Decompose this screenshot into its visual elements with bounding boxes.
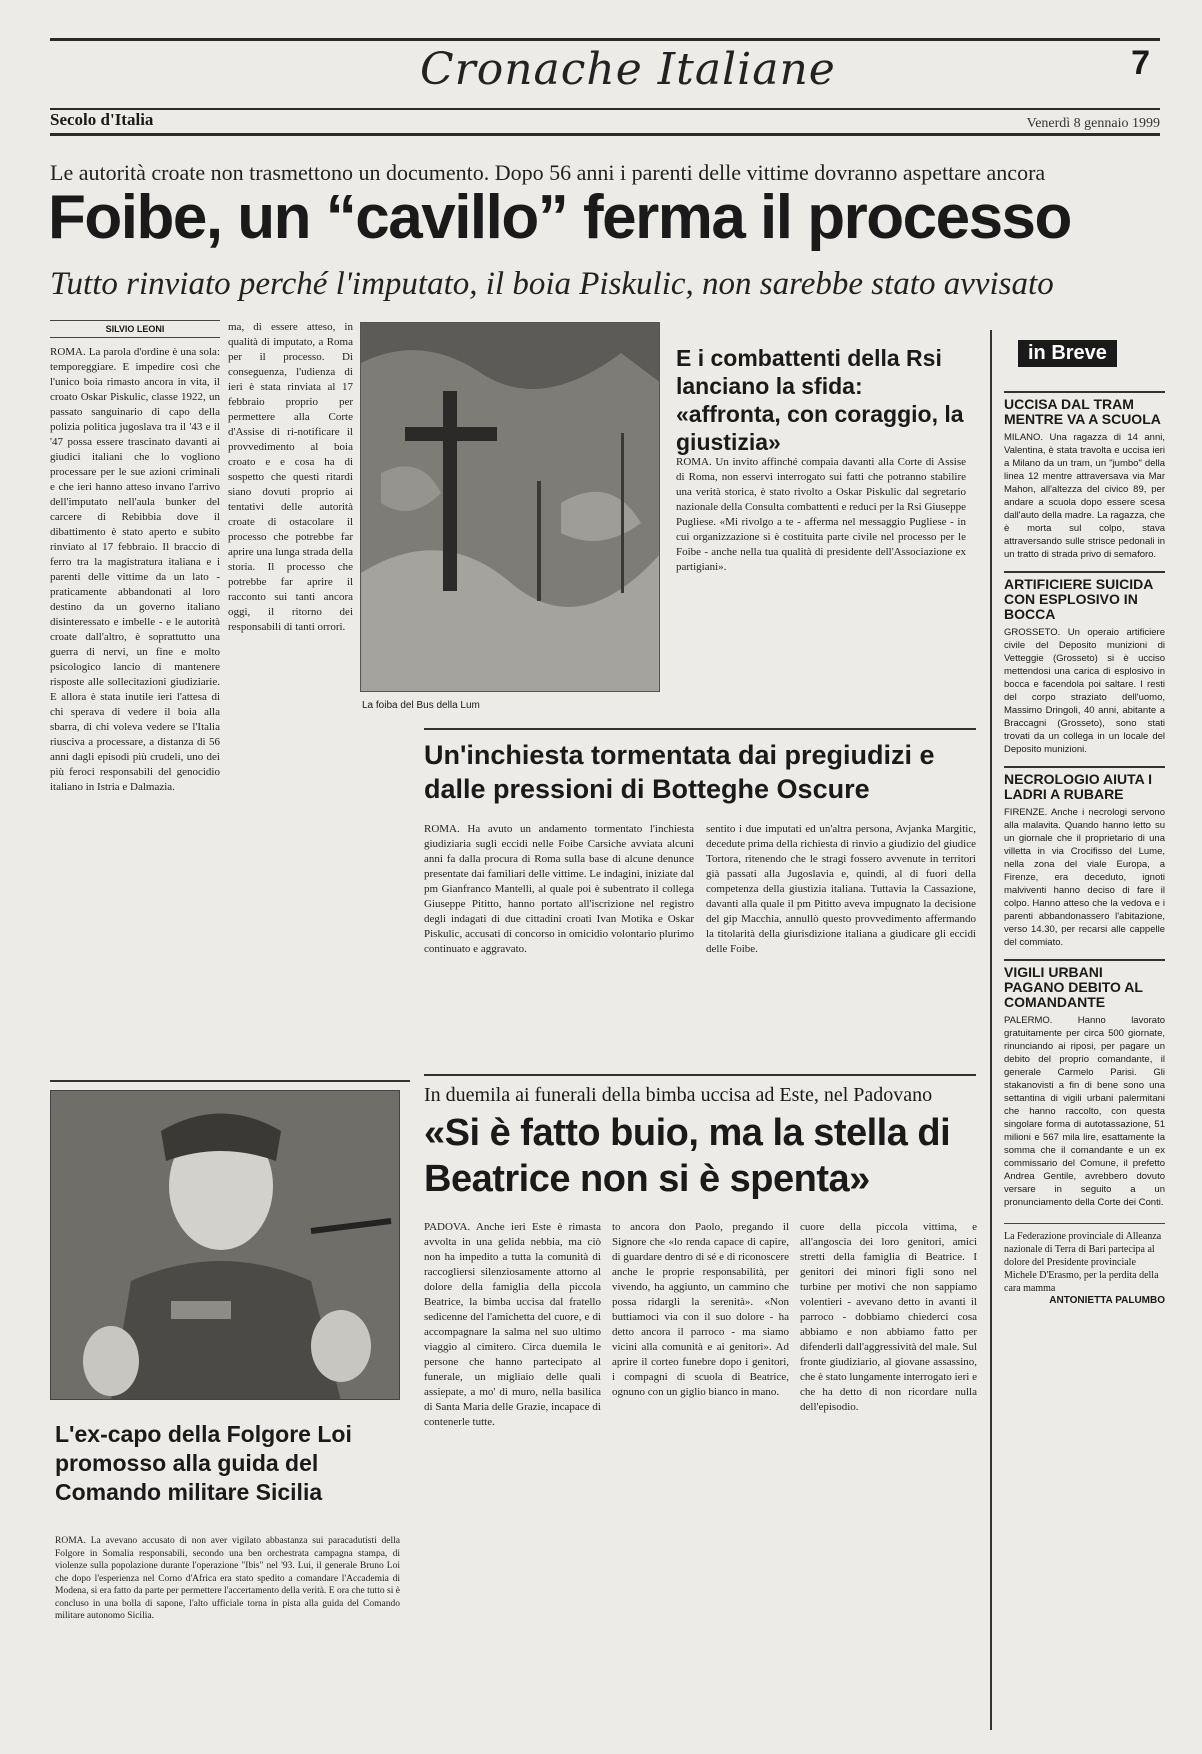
general-portrait-illustration	[51, 1091, 400, 1400]
paper-name: Secolo d'Italia	[50, 110, 154, 129]
issue-date: Venerdì 8 gennaio 1999	[1026, 116, 1160, 131]
brevi-item-title: UCCISA DAL TRAM MENTRE VA A SCUOLA	[1004, 391, 1165, 427]
main-subhead: Tutto rinviato perché l'imputato, il boia Piskulic, non sarebbe stato avvisato	[50, 266, 1054, 302]
inchiesta-body-right: sentito i due imputati ed un'altra persona, Avjanka Margitic, decedute prima della richiesta di rinvio a giudizio del giudice Tortora, ritenendo che le stragi fossero avvenute in territori già passati alla Jugoslavia e, quindi, al di fuori della competenza della giustizia italiana. Tuttavia la Cassazione, davanti alla quale il pm Pititto aveva impugnato la decisione del gip Macchia, annullò questo provvedimento affermando la titolarità della giurisdizione italiana a giudicare gli eccidi delle Foibe.	[706, 823, 976, 955]
loi-article-body: ROMA. La avevano accusato di non aver vigilato abbastanza sui paracadutisti della Folgore in Somalia responsabili, secondo una ben orchestrata campagna stampa, di violenze sulla popolazione durante l'operazione "Ibis" nel '93. Lui, il generale Bruno Loi che dopo l'esperienza nel Corno d'Africa era stato spedito a comandare l'Accademia di Modena, si era fatto da parte per permettere l'accertamento della verità. E ora che tutto si è concluso in una bolla di sapone, l'alto ufficiale torna in pista alla guida del Comando militare autonomo Sicilia.	[55, 1536, 400, 1621]
in-breve-sidebar	[990, 330, 1165, 1730]
inchiesta-article-title: Un'inchiesta tormentata dai pregiudizi e dalle pressioni di Botteghe Oscure	[424, 740, 935, 804]
masthead-rule-top	[50, 38, 1160, 41]
rsi-article-title: E i combattenti della Rsi lanciano la sfida: «affronta, con coraggio, la giustizia»	[676, 345, 964, 455]
foiba-cross-photo	[360, 322, 660, 692]
brevi-item-title: ARTIFICIERE SUICIDA CON ESPLOSIVO IN BOCCA	[1004, 571, 1165, 622]
beatrice-body-column-1: PADOVA. Anche ieri Este è rimasta avvolta in una gelida nebbia, ma ciò non ha impedito a tutta la comunità di raccogliersi silenziosamente attorno al dolore della famiglia della piccola Beatrice, la bimba uccisa dal fratello sedicenne del l'amichetta del cuore, e di accompagnare la salma nel suo ultimo viaggio al cimitero. Circa duemila le persone che hanno partecipato al funerale, un migliaio delle quali assiepate, a mo' di muro, nella basilica di Santa Maria delle Grazie, incapace di contenerle tutte.	[424, 1221, 601, 1428]
section-divider	[424, 728, 976, 730]
beatrice-kicker: In duemila ai funerali della bimba uccisa ad Este, nel Padovano	[424, 1084, 933, 1106]
brevi-item	[1004, 766, 1165, 949]
brevi-item-text: GROSSETO. Un operaio artificiere civile del Deposito munizioni di Vetteggie (Grosseto) si è ucciso mettendosi una carica di esplosivo in bocca e facendola poi saltare. I resti del corpo straziato dell'uomo, Massimo Dringoli, 40 anni, abitante a Braccagni (Grosseto), sono stati trovati da un collega in un locale del Deposito munizioni.	[1004, 627, 1165, 755]
section-divider	[424, 1074, 976, 1076]
rsi-article-body: ROMA. Un invito affinché compaia davanti alla Corte di Assise di Roma, non esservi interrogato sui fatti che potranno stabilire una verità storica, è stato rivolto a Oskar Piskulic dal segretario nazionale della Consulta combattenti e reduci per la Rsi Giuseppe Pugliese. «Mi rivolgo a te - afferma nel messaggio Pugliese - in cui organizzazione si è costituita parte civile nel processo per le Foibe - anche nella tua qualità di presidente dell'Associazione ex partigiani».	[676, 456, 966, 573]
main-headline: Foibe, un “cavillo” ferma il processo	[48, 183, 1071, 252]
byline: SILVIO LEONI	[50, 320, 220, 338]
main-body-column-2: ma, di essere atteso, in qualità di imputato, a Roma per il processo. Di conseguenza, l'udienza di ieri è stata rinviata al 17 febbraio proprio per permettere alla Corte d'Assise di ri-notificare il provvedimento al boia croato e e cosa ha di sospetto che questi ritardi siano dovuti proprio ai tentativi delle autorità croate di ostacolare il processo che potrebbe far aprire una lunga strada della storia. Il processo che potrebbe far aprire il racconto sui tanti ancora oggi, il ritorno dei responsabili di tanti orrori.	[228, 321, 353, 633]
brevi-item-title: VIGILI URBANI PAGANO DEBITO AL COMANDANTE	[1004, 959, 1165, 1010]
main-kicker: Le autorità croate non trasmettono un documento. Dopo 56 anni i parenti delle vittime dovranno aspettare ancora	[50, 160, 1046, 185]
cross-illustration	[361, 323, 660, 692]
masthead-rule-bottom	[50, 133, 1160, 136]
brevi-item-title: NECROLOGIO AIUTA I LADRI A RUBARE	[1004, 766, 1165, 802]
masthead	[50, 30, 1160, 145]
brevi-item-text: PALERMO. Hanno lavorato gratuitamente per circa 500 giornate, rinunciando ai riposi, per pagare un debito del proprio comandante, il generale Carmelo Parisi. Gli stakanovisti a fin di bene sono una settantina di vigili urbani palermitani che hanno raccolto, con questa singolare forma di autotassazione, 51 milioni e 567 mila lire, esattamente la somma che il comandante e un ex commissario del Comune, il prefetto Andrea Gentile, avrebbero dovuto versare in seguito a un pronunciamento della Corte dei Conti.	[1004, 1015, 1165, 1208]
in-breve-label: in Breve	[1018, 340, 1117, 367]
loi-article-title: L'ex-capo della Folgore Loi promosso alla guida del Comando militare Sicilia	[55, 1421, 352, 1505]
beatrice-body-column-3: cuore della piccola vittima, e all'angoscia dei loro genitori, amici stretti della famiglia di Beatrice. I genitori dei minori figli sono nel turbine per motivi che non sappiamo volentieri - avevano detto in avanti il parroco - dobbiamo chiederci cosa abbiamo e non abbiamo fatto per difenderli dall'aggressività del male. Sul fronte giudiziario, al giovane assassino, che è stato lungamente interrogato ieri e che ha detto di non ricordare nulla dell'episodio.	[800, 1221, 977, 1413]
page-number: 7	[1131, 44, 1150, 82]
photo-caption: La foiba del Bus della Lum	[362, 700, 480, 711]
beatrice-article-title: «Si è fatto buio, ma la stella di Beatrice non si è spenta»	[424, 1112, 951, 1200]
condolence-notice: La Federazione provinciale di Alleanza nazionale di Terra di Bari partecipa al dolore del Presidente provinciale Michele D'Erasmo, per la perdita della cara mamma	[1004, 1223, 1165, 1295]
section-divider	[50, 1080, 410, 1082]
section-title: Cronache Italiane	[420, 44, 836, 95]
masthead-rule-mid	[50, 108, 1160, 110]
general-loi-photo	[50, 1090, 400, 1400]
inchiesta-body-left: ROMA. Ha avuto un andamento tormentato l'inchiesta giudiziaria sugli eccidi nelle Foibe Carsiche avviata alcuni anni fa dalla procura di Roma sulla base di alcune denunce presentate dai familiari delle vittime. Le indagini, iniziate dal pm Gianfranco Mantelli, al quale poi è subentrato il collega Giuseppe Pititto, hanno portato all'iscrizione nel registro degli indagati di due cittadini croati Ivan Motika e Oskar Piskulic, accusati di concorso in omicidio volontario plurimo continuato e aggravato.	[424, 823, 694, 955]
main-body-column-1: ROMA. La parola d'ordine è una sola: temporeggiare. E impedire così che l'unico boia rimasto ancora in vita, il croato Oskar Piskulic, classe 1922, un passato sanguinario di capo della polizia politica jugoslava tra il '43 e il '47 possa essere trascinato davanti ai giudici italiani che lo vogliono processare per le sue azioni criminali e che ieri hanno atteso invano l'arrivo dell'imputato nell'aula bunker del carcere di Rebibbia dove il dibattimento è stato aperto e subito rinviato al 17 febbraio. Il braccio di ferro tra la magistratura italiana e i parenti delle vittime da un lato - praticamente abbandonati al loro destino da un governo italiano disinteressato e imbelle - e le autorità croate dall'altro, è soprattutto una guerra di nervi, un fine e molto psicologico lancio di mantenere risposte alle sollecitazioni giudiziarie. E allora è stata inutile ieri l'attesa di chi sperava di vedere il boia alla sbarra, di chi voleva vedere se l'Italia riusciva a processare, a distanza di 56 anni dagli episodi più crudeli, uno dei più feroci responsabili del genocidio italiano in Istria e Dalmazia.	[50, 346, 220, 793]
brevi-item	[1004, 391, 1165, 561]
brevi-item-text: MILANO. Una ragazza di 14 anni, Valentina, è stata travolta e uccisa ieri a Milano da un tram, un "jumbo" della linea 12 mentre attraversava via Mar Mahon, all'altezza del civico 89, per andare a scuola dopo essere scesa dall'auto della madre. La ragazza, che è morta sul colpo, stava attraversando sulle strisce pedonali in un tratto di strada privo di semaforo.	[1004, 432, 1165, 560]
brevi-item	[1004, 959, 1165, 1209]
brevi-item-text: FIRENZE. Anche i necrologi servono alla malavita. Quando hanno letto su un giornale che il proprietario di una villetta in via Crocifisso del Lume, nella zona del viale Europa, a Firenze, era deceduto, ignoti malviventi hanno deciso di fare il colpo. Hanno atteso che la vedova e i parenti abbandonassero l'abitazione, verso 14.30, per recarsi alle cappelle del commiato.	[1004, 807, 1165, 948]
brevi-item	[1004, 571, 1165, 756]
beatrice-body-column-2: to ancora don Paolo, pregando il Signore che «lo renda capace di capire, di guardare dentro di sé e di riconoscere anche le proprie responsabilità, per vivendo, ha aggiunto, un cammino che possa ridargli la serenità». «Non buttiamoci via con il suo dolore - ha detto ancora il parroco - ma siamo vicini alla comunità e ai genitori». Ad aprire il corteo funebre dopo i genitori, i compagni di scuola di Beatrice, ognuno con un giglio bianco in mano.	[612, 1221, 789, 1398]
condolence-name: ANTONIETTA PALUMBO	[1049, 1295, 1165, 1306]
